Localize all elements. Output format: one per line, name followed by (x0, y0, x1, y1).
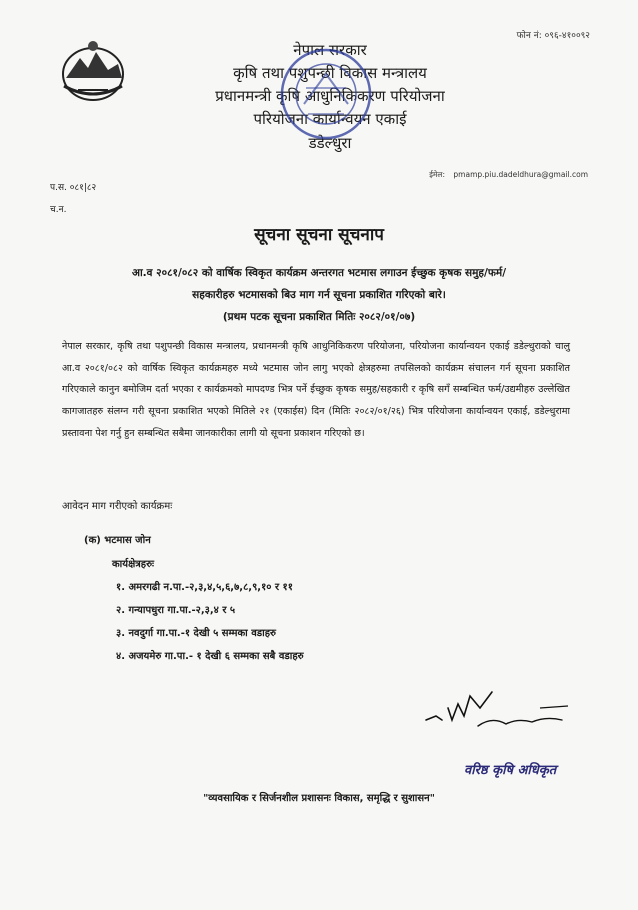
zone-heading: (क) भटमास जोन (84, 535, 151, 546)
notice-body: नेपाल सरकार, कृषि तथा पशुपन्छी विकास मन्त्रालय, प्रधानमन्त्री कृषि आधुनिकिकरण परियोजना, परियोजना कार्यान्वयन एकाई डडेल्धुराको चालु आ.व २०८१/०८२ को वार्षिक स्विकृत कार्यक्रमहरु मध्ये भटमास जोन लागु भएको क्षेत्रहरुमा तपसिलको कार्यक्रम संचालन गर्न सूचना प्रकाशित गरिएकाले कानुन बमोजिम दर्ता भएका र कार्यक्रमको मापदण्ड भित्र पर्ने ईच्छुक कृषक समुह/सहकारी र कृषि सगँ सम्बन्धित फर्म/उद्यमीहरु उल्लेखित कागजातहरु संलग्न गरी सूचना प्रकाशित भएको मितिले २१ (एकाईस) दिन (मितिः २०८२/०१/२६) भित्र परियोजना कार्यान्वयन एकाई, डडेल्धुरामा प्रस्तावना पेश गर्नु हुन सम्बन्धित सबैमा जानकारीका लागी यो सूचना प्रकाशन गरिएको छ। (62, 341, 570, 439)
header-line-5: डडेल्धुरा (308, 134, 352, 152)
header-line-1: नेपाल सरकार (293, 41, 367, 59)
list-item: १. अमरगढी न.पा.-२,३,४,५,६,७,८,९,१० र ११ (116, 582, 293, 593)
list-item: ३. नवदुर्गा गा.पा.-१ देखी ५ सम्मका वडाहरु (116, 628, 277, 639)
header-line-4: परियोजना कार्यान्वयन एकाई (253, 110, 407, 128)
email-line (429, 170, 588, 180)
subject-line-1: आ.व २०८१/०८२ को वार्षिक स्विकृत कार्यक्रम अन्तरगत भटमास लगाउन ईच्छुक कृषक समुह/फर्म/ (131, 267, 507, 279)
handwritten-signature (422, 686, 572, 730)
header-line-2: कृषि तथा पशुपन्छी विकास मन्त्रालय (233, 64, 427, 82)
work-areas-heading: कार्यक्षेत्रहरुः (112, 559, 155, 570)
publication-date: (प्रथम पटक सूचना प्रकाशित मितिः २०८२/०१/०७) (222, 311, 416, 323)
subject-line-2: सहकारीहरु भटमासको बिउ माग गर्न सूचना प्रकाशित गरिएको बारे। (192, 289, 446, 301)
officer-designation: वरिष्ठ कृषि अधिकृत (464, 763, 557, 778)
nepal-emblem-icon (56, 38, 130, 104)
header-line-3: प्रधानमन्त्री कृषि आधुनिकिकरण परियोजना (215, 87, 445, 105)
email-label: ईमेल: (429, 170, 446, 179)
list-item: ४. अजयमेरु गा.पा.- १ देखी ६ सम्मका सबै वडाहरु (116, 651, 304, 662)
dispatch-number: च.न. (50, 205, 67, 215)
list-item: २. गन्यापधुरा गा.पा.-२,३,४ र ५ (116, 605, 236, 616)
email-address[interactable]: pmamp.piu.dadeldhura@gmail.com (453, 170, 588, 179)
notice-title: सूचना सूचना सूचनाप (254, 225, 384, 245)
office-stamp-icon (276, 44, 376, 144)
application-heading: आवेदन माग गरीएको कार्यक्रमः (62, 501, 173, 512)
reference-number: प.स. ०८१|८२ (50, 183, 97, 193)
work-areas-list (116, 578, 304, 670)
office-motto: "व्यवसायिक र सिर्जनशील प्रशासनः विकास, समृद्धि र सुशासन" (203, 793, 435, 804)
phone-number: फोन नं: ०९६-४१००९२ (516, 31, 590, 41)
